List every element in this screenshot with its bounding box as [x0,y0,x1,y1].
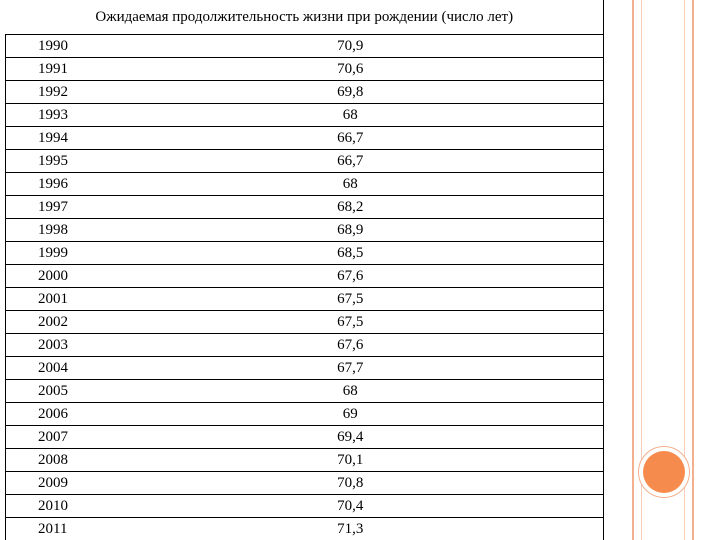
year-cell: 2000 [6,265,98,288]
table-header: Ожидаемая продолжительность жизни при рождении (число лет) [6,0,604,35]
table-row [6,81,604,104]
year-cell: 1999 [6,242,98,265]
value-cell: 67,5 [98,288,604,311]
year-cell: 2008 [6,449,98,472]
value-cell: 68,2 [98,196,604,219]
year-cell: 2007 [6,426,98,449]
value-cell: 67,6 [98,334,604,357]
year-cell: 1993 [6,104,98,127]
table-row [6,58,604,81]
table-row [6,219,604,242]
table-row [6,104,604,127]
table-row [6,357,604,380]
table-row [6,449,604,472]
table-row [6,196,604,219]
year-cell: 2010 [6,495,98,518]
year-cell: 2005 [6,380,98,403]
year-cell: 1996 [6,173,98,196]
table-header-row [6,0,604,35]
table-body [6,35,604,540]
table-row [6,380,604,403]
year-cell: 1991 [6,58,98,81]
table-row [6,426,604,449]
value-cell: 71,3 [98,518,604,540]
value-cell: 66,7 [98,150,604,173]
table-row [6,173,604,196]
value-cell: 68,9 [98,219,604,242]
table-row [6,265,604,288]
year-cell: 1997 [6,196,98,219]
table-row [6,334,604,357]
table-row [6,311,604,334]
year-cell: 2011 [6,518,98,540]
year-cell: 2009 [6,472,98,495]
table-row [6,288,604,311]
year-cell: 2004 [6,357,98,380]
year-cell: 1995 [6,150,98,173]
value-cell: 68 [98,104,604,127]
value-cell: 68 [98,380,604,403]
value-cell: 70,9 [98,35,604,58]
value-cell: 69 [98,403,604,426]
year-cell: 2003 [6,334,98,357]
value-cell: 66,7 [98,127,604,150]
table-row [6,35,604,58]
year-cell: 1994 [6,127,98,150]
value-cell: 67,7 [98,357,604,380]
year-cell: 1990 [6,35,98,58]
table-row [6,495,604,518]
table-row [6,472,604,495]
year-cell: 2001 [6,288,98,311]
value-cell: 70,6 [98,58,604,81]
value-cell: 70,4 [98,495,604,518]
year-cell: 2002 [6,311,98,334]
table-row [6,403,604,426]
value-cell: 67,6 [98,265,604,288]
value-cell: 70,8 [98,472,604,495]
table-row [6,518,604,540]
table-row [6,150,604,173]
value-cell: 68,5 [98,242,604,265]
value-cell: 70,1 [98,449,604,472]
year-cell: 1998 [6,219,98,242]
value-cell: 69,4 [98,426,604,449]
year-cell: 2006 [6,403,98,426]
value-cell: 68 [98,173,604,196]
value-cell: 69,8 [98,81,604,104]
table-row [6,127,604,150]
life-expectancy-table [5,0,604,540]
decorative-circle [643,451,685,493]
table-row [6,242,604,265]
year-cell: 1992 [6,81,98,104]
value-cell: 67,5 [98,311,604,334]
